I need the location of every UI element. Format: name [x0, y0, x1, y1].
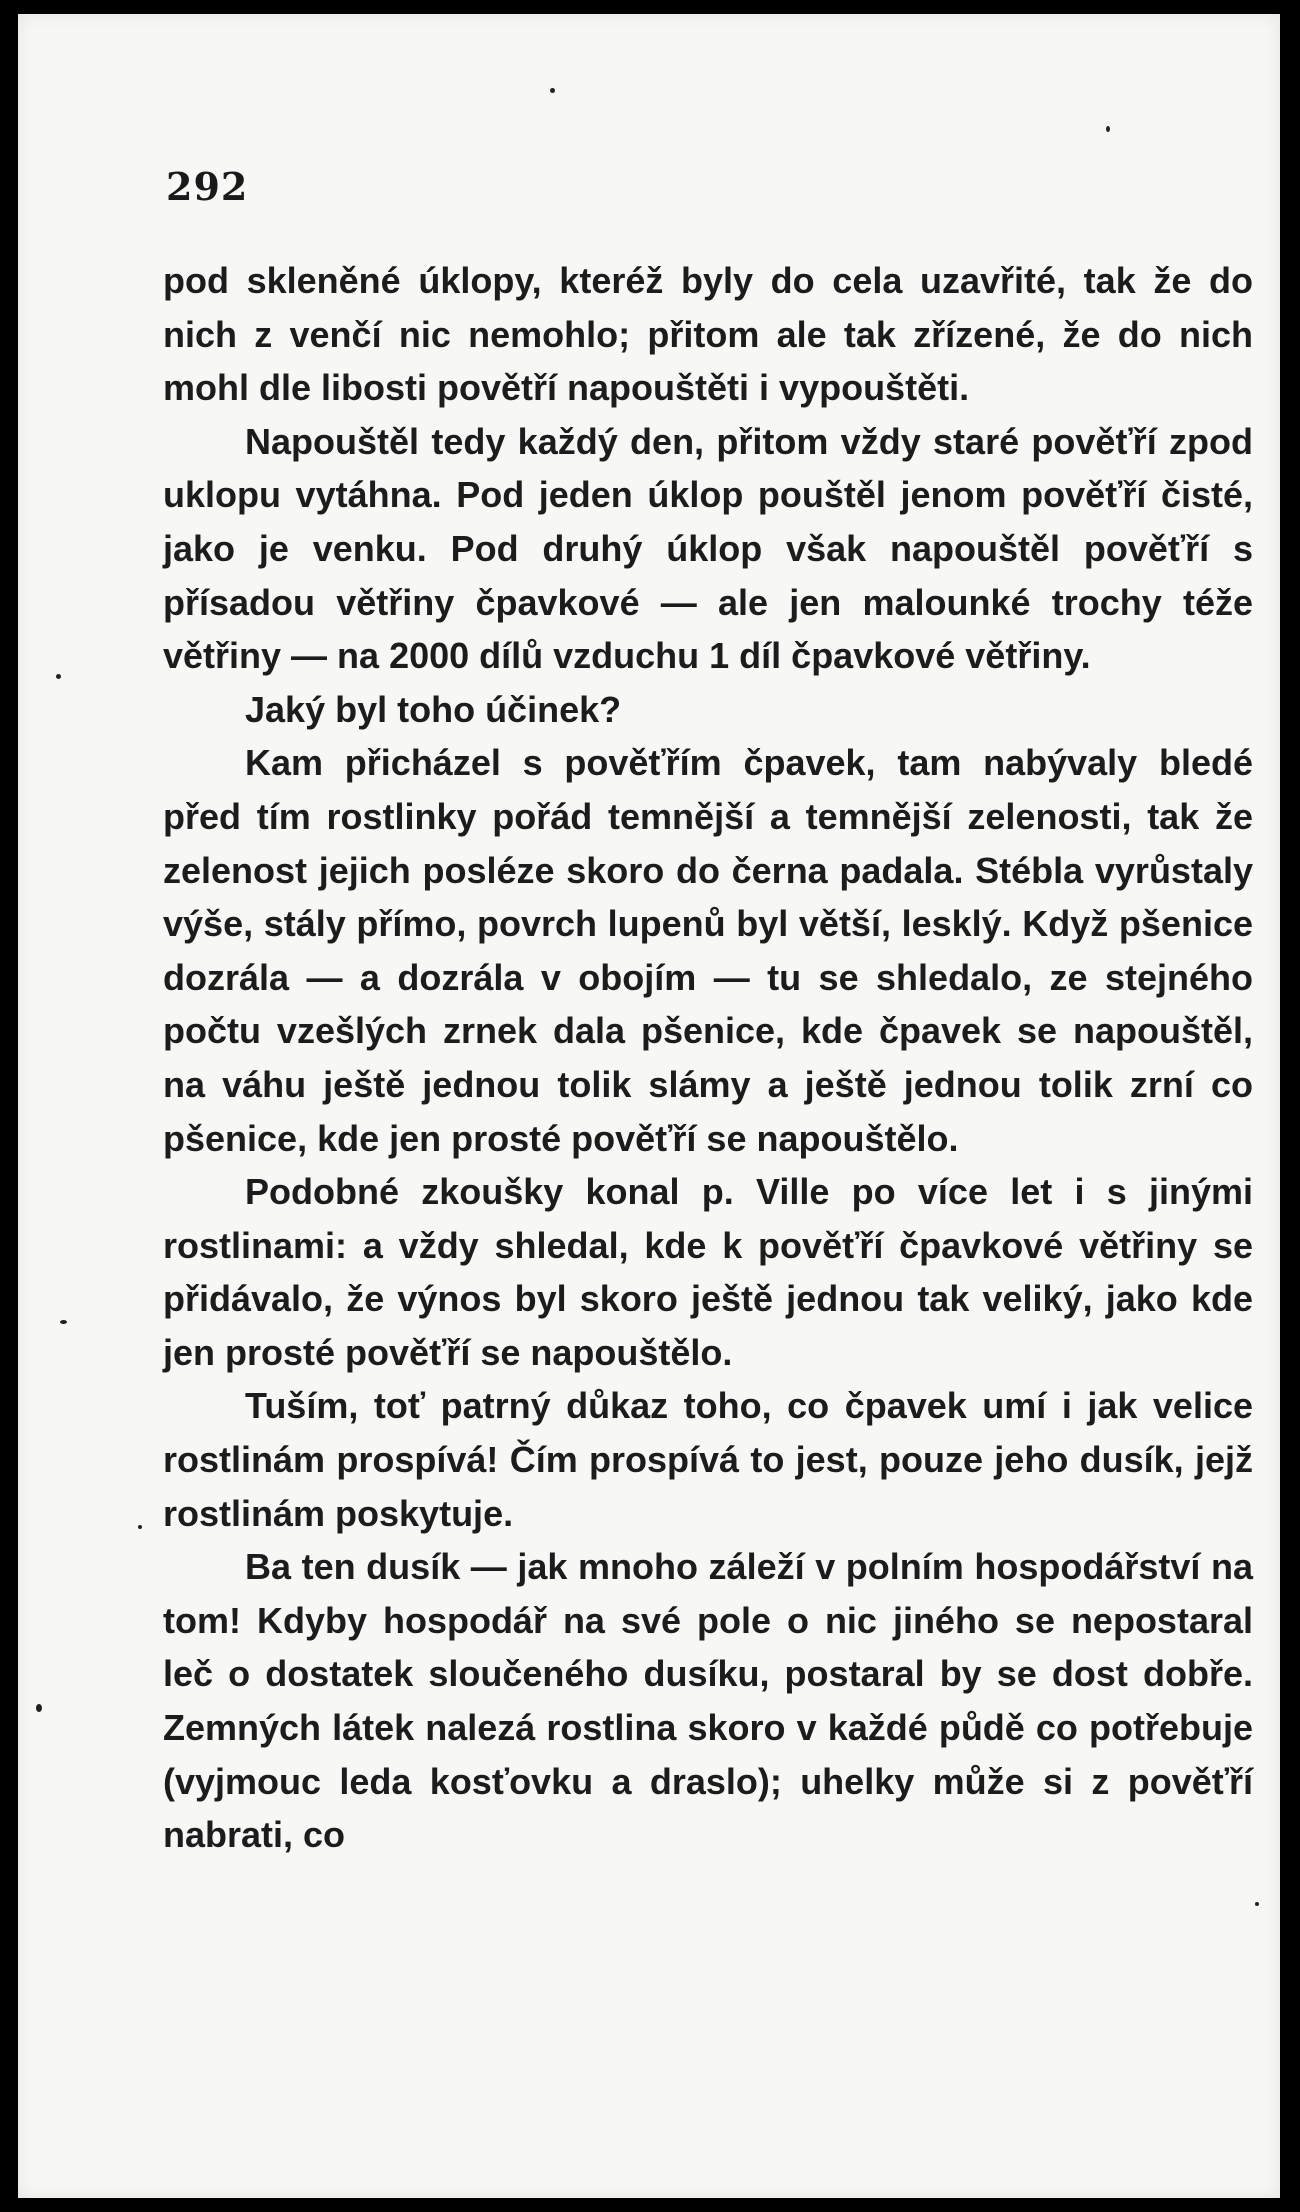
scan-speck	[36, 1704, 42, 1712]
scan-speck	[1106, 126, 1110, 132]
scan-speck	[60, 1320, 67, 1324]
paragraph-7: Ba ten dusík — jak mnoho záleží v polním hospodářství na tom! Kdyby hospodář na své pole o nic jiného se nepostaral leč o dostatek sloučeného dusíku, postaral by se dost dobře. Zemných látek nalezá rostlina skoro v každé půdě co potřebuje (vyjmouc leda kosťovku a draslo); uhelky může si z pověťří nabrati, co	[163, 1546, 1253, 1856]
paragraph-2: Napouštěl tedy každý den, přitom vždy staré pověťří zpod uklopu vytáhna. Pod jeden úklop pouštěl jenom pověťří čisté, jako je venku. Pod druhý úklop však napouštěl pověťří s přísadou větřiny čpavkové — ale jen malounké trochy téže větřiny — na 2000 dílů vzduchu 1 díl čpavkové větřiny.	[163, 420, 1253, 677]
scan-speck	[56, 674, 61, 679]
paragraph-5: Podobné zkoušky konal p. Ville po více let i s jinými rostlinami: a vždy shledal, kde k pověťří čpavkové větřiny se přidávalo, že výnos byl skoro ještě jednou tak veliký, jako kde jen prosté pověťří se napouštělo.	[163, 1171, 1253, 1373]
paragraph-6: Tuším, toť patrný důkaz toho, co čpavek umí i jak velice rostlinám prospívá! Čím prospívá to jest, pouze jeho dusík, jejž rostlinám poskytuje.	[163, 1385, 1253, 1534]
scan-speck	[138, 1525, 142, 1529]
paragraph-4: Kam přicházel s pověťřím čpavek, tam nabývaly bledé před tím rostlinky pořád temnější a temnější zelenosti, tak že zelenost jejich posléze skoro do černa padala. Stébla vyrůstaly výše, stály přímo, povrch lupenů byl větší, lesklý. Když pšenice dozrála — a dozrála v obojím — tu se shledalo, ze stejného počtu vzešlých zrnek dala pšenice, kde čpavek se napouštěl, na váhu ještě jednou tolik slámy a ještě jednou tolik zrní co pšenice, kde jen prosté pověťří se napouštělo.	[163, 742, 1253, 1159]
scan-speck	[1255, 1902, 1259, 1906]
page-number: 292	[166, 164, 249, 209]
paragraph-1: pod skleněné úklopy, kteréž byly do cela uzavřité, tak že do nich z venčí nic nemohlo; přitom ale tak zřízené, že do nich mohl dle libosti povětří napouštěti i vypouštěti.	[163, 260, 1253, 409]
scan-speck	[550, 88, 555, 93]
paragraph-3: Jaký byl toho účinek?	[245, 688, 622, 730]
body-text	[163, 254, 1253, 1862]
book-page	[18, 14, 1280, 2198]
